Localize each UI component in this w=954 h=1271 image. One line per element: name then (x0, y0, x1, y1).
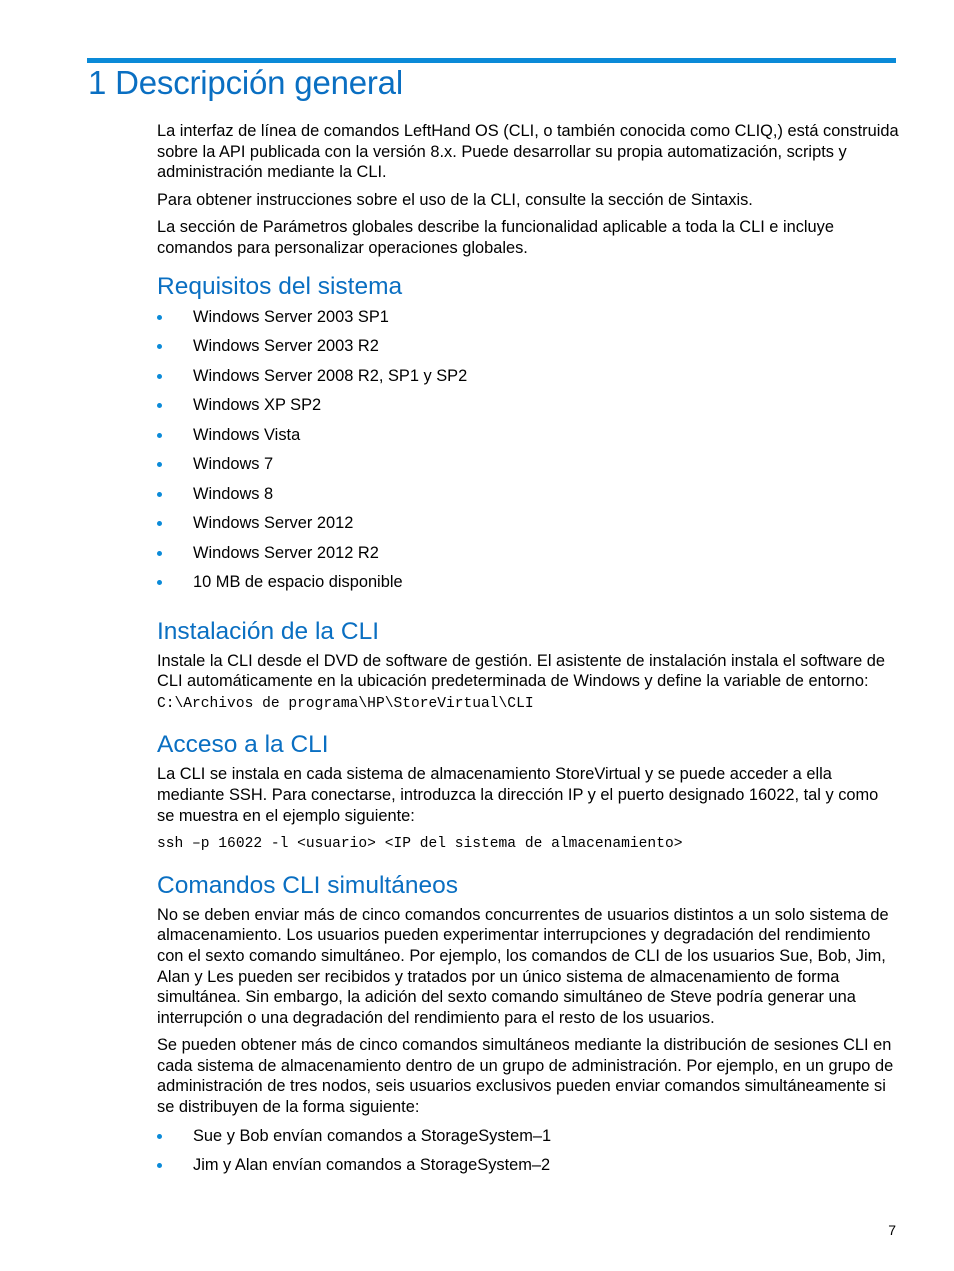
install-path: C:\Archivos de programa\HP\StoreVirtual\CLI (157, 695, 534, 712)
install-text: Instale la CLI desde el DVD de software de gestión. El asistente de instalación instala el software de CLI automáticamente en la ubicación predeterminada de Windows y define la variable de entorno: (157, 651, 885, 691)
concurrent-paragraph-1: No se deben enviar más de cinco comandos concurrentes de usuarios distintos a un solo sistema de almacenamiento. Los usuarios pueden experimentar interrupciones y degradación del rendimiento con el sexto comando simultáneo. Por ejemplo, los comandos de CLI de los usuarios Sue, Bob, Jim, Alan y Les pueden ser recibidos y tratados por un único sistema de almacenamiento de forma simultánea. Sin embargo, la adición del sexto comando simultáneo de Steve podría generar una interrupción o una degradación del rendimiento para el resto de los usuarios. (157, 905, 889, 1027)
bullet-icon (157, 551, 162, 556)
list-item-text: Windows Server 2003 R2 (193, 337, 379, 356)
list-item (157, 542, 899, 572)
list-item (157, 424, 899, 454)
list-item (157, 1154, 899, 1184)
bullet-icon (157, 374, 162, 379)
list-item (157, 365, 899, 395)
bullet-icon (157, 344, 162, 349)
list-item (157, 1125, 899, 1155)
page-number: 7 (888, 1222, 896, 1238)
intro-paragraph-2: Para obtener instrucciones sobre el uso de la CLI, consulte la sección de Sintaxis. (157, 190, 753, 209)
bullet-icon (157, 462, 162, 467)
list-item (157, 394, 899, 424)
list-item (157, 483, 899, 513)
access-heading: Acceso a la CLI (157, 731, 329, 759)
list-item-text: Windows Server 2012 (193, 514, 354, 533)
list-item-text: Windows 8 (193, 484, 274, 503)
page-content (157, 121, 899, 1187)
access-paragraph: La CLI se instala en cada sistema de almacenamiento StoreVirtual y se puede acceder a ella mediante SSH. Para conectarse, introduzca la dirección IP y el puerto designado 16022, tal y como se muestra en el ejemplo siguiente: (157, 765, 879, 825)
intro-paragraph-3: La sección de Parámetros globales describe la funcionalidad aplicable a toda la CLI e incluye comandos para personalizar operaciones globales. (157, 218, 834, 257)
list-item (157, 512, 899, 542)
list-item-text: Windows Server 2012 R2 (193, 543, 379, 562)
list-item (157, 335, 899, 365)
bullet-icon (157, 580, 162, 585)
list-item-text: 10 MB de espacio disponible (193, 573, 403, 592)
list-item-text: Jim y Alan envían comandos a StorageSystem–2 (193, 1156, 551, 1175)
list-item-text: Windows 7 (193, 455, 274, 474)
bullet-icon (157, 492, 162, 497)
list-item (157, 453, 899, 483)
bullet-icon (157, 1134, 162, 1139)
list-item-text: Windows Vista (193, 425, 301, 444)
list-item-text: Windows XP SP2 (193, 396, 322, 415)
list-item-text: Windows Server 2003 SP1 (193, 307, 389, 326)
ssh-command-example: ssh –p 16022 -l <usuario> <IP del sistema de almacenamiento> (157, 836, 683, 853)
requirements-list (157, 306, 899, 601)
list-item-text: Sue y Bob envían comandos a StorageSystem–1 (193, 1126, 552, 1145)
requirements-heading: Requisitos del sistema (157, 272, 403, 300)
chapter-title: 1 Descripción general (88, 64, 403, 101)
concurrent-heading: Comandos CLI simultáneos (157, 871, 458, 899)
concurrent-paragraph-2: Se pueden obtener más de cinco comandos simultáneos mediante la distribución de sesiones CLI en cada sistema de almacenamiento dentro de un grupo de administración. Por ejemplo, en un grupo de administración de tres nodos, seis usuarios exclusivos pueden enviar comandos simultáneamente si se distribuyen de la forma siguiente: (157, 1036, 894, 1117)
bullet-icon (157, 1163, 162, 1168)
chapter-top-rule (87, 58, 896, 63)
install-paragraph (157, 651, 899, 715)
list-item (157, 306, 899, 336)
list-item-text: Windows Server 2008 R2, SP1 y SP2 (193, 366, 468, 385)
bullet-icon (157, 521, 162, 526)
list-item (157, 571, 899, 601)
install-heading: Instalación de la CLI (157, 617, 379, 645)
bullet-icon (157, 433, 162, 438)
concurrent-list (157, 1125, 899, 1184)
bullet-icon (157, 315, 162, 320)
bullet-icon (157, 403, 162, 408)
intro-paragraph-1: La interfaz de línea de comandos LeftHand OS (CLI, o también conocida como CLIQ,) está construida sobre la API publicada con la versión 8.x. Puede desarrollar su propia automatización, scripts y administración mediante la CLI. (157, 122, 899, 182)
